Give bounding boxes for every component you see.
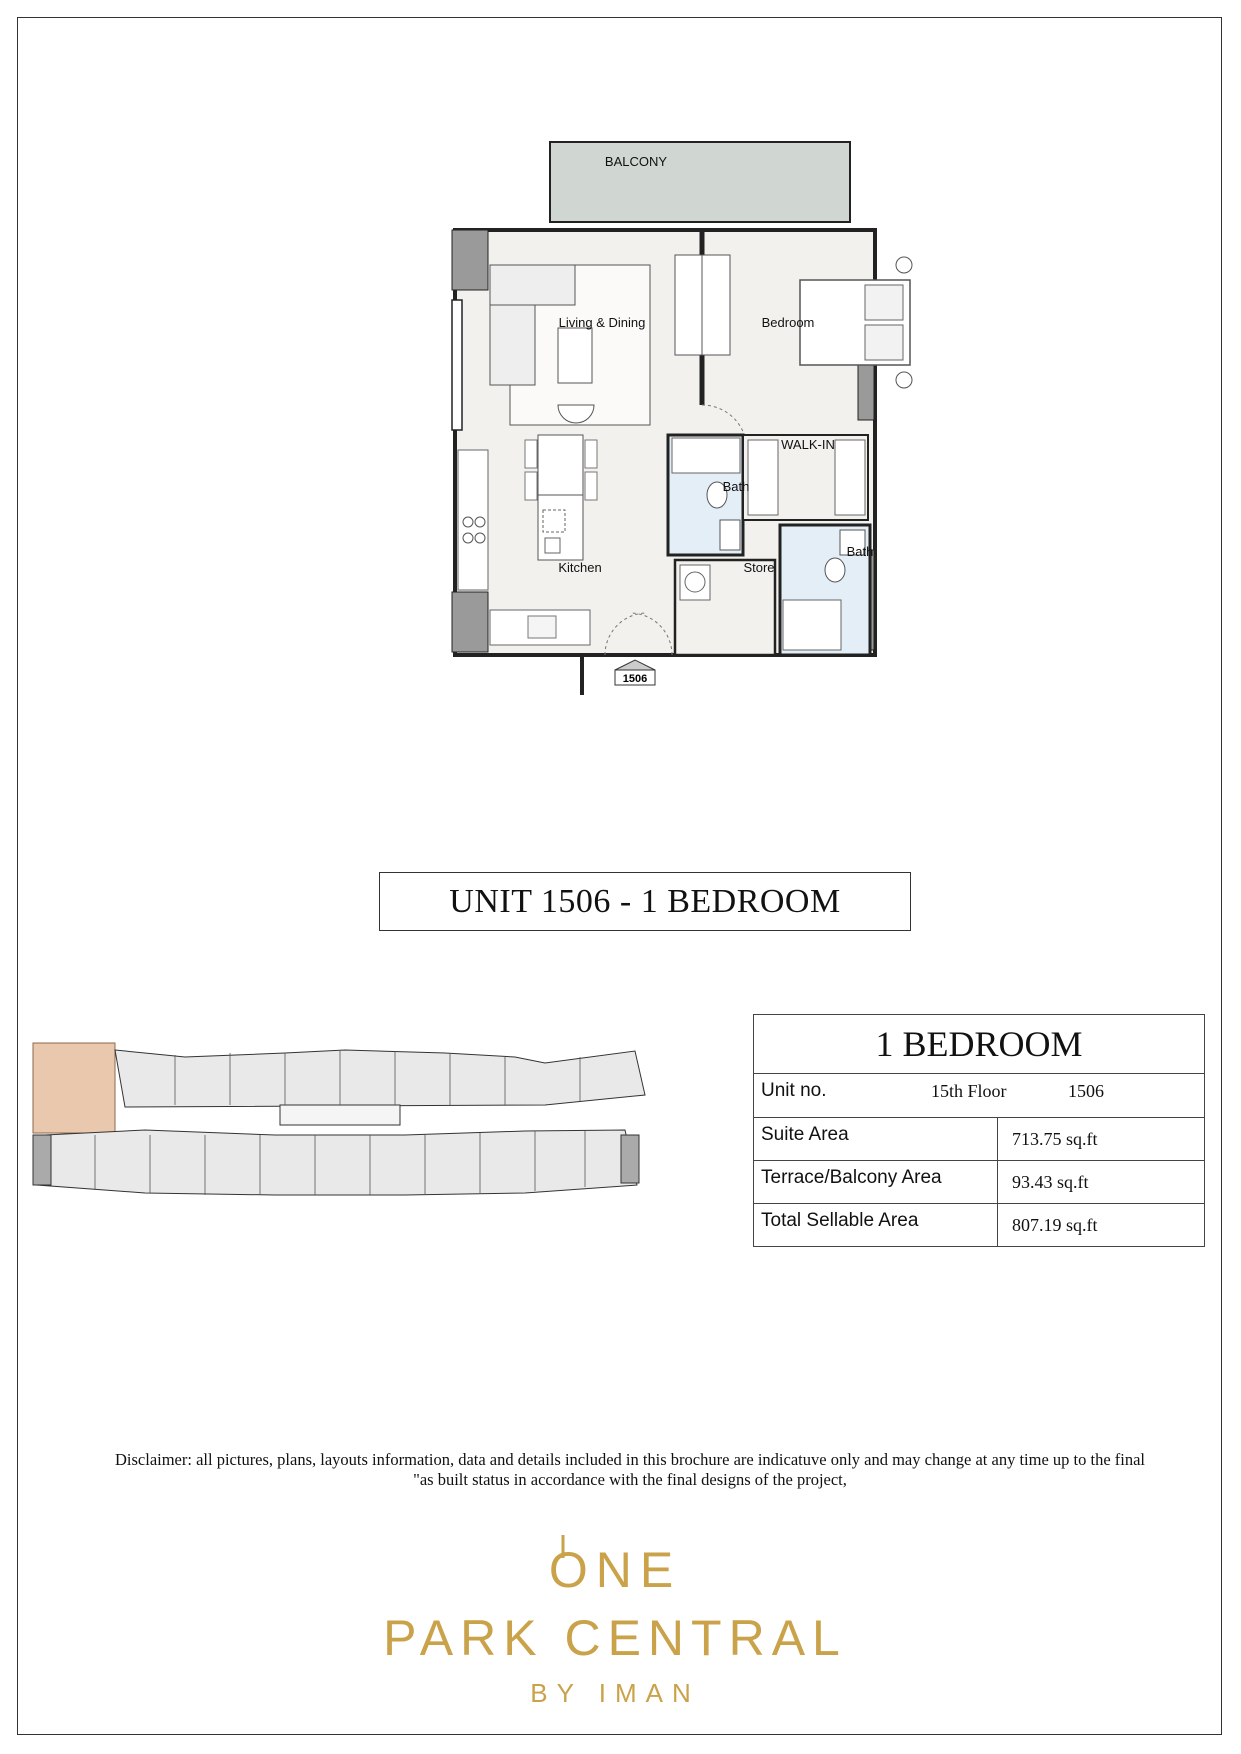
table-row: Total Sellable Area 807.19 sq.ft [754,1204,1205,1247]
label-bath-1: Bath [722,479,750,494]
floor-value: 15th Floor [931,1081,1007,1101]
label-store: Store [743,560,775,575]
unit-label: Unit no. [761,1080,827,1101]
label-living-dining: Living & Dining [558,315,646,330]
unit-number-value: 1506 [1068,1081,1104,1101]
unit-tag: 1506 [622,673,648,685]
unit-info-table [753,1014,1205,1247]
table-row: Terrace/Balcony Area 93.43 sq.ft [754,1161,1205,1204]
svg-text:ONE: ONE [548,1542,682,1598]
brand-logo [370,1530,870,1710]
label-walk-in: WALK-IN [781,437,835,452]
label-bedroom: Bedroom [761,315,815,330]
svg-text:PARK CENTRAL: PARK CENTRAL [383,1610,847,1666]
table-heading: 1 BEDROOM [754,1015,1205,1074]
balcony-area [550,142,850,222]
highlighted-unit [33,1043,115,1133]
label-kitchen: Kitchen [558,560,602,575]
floor-key-plan [25,1035,730,1220]
table-row: Suite Area 713.75 sq.ft [754,1118,1205,1161]
label-balcony: BALCONY [604,154,668,169]
label-bath-2: Bath [846,544,874,559]
svg-text:BY IMAN: BY IMAN [530,1678,700,1708]
unit-title: UNIT 1506 - 1 BEDROOM [379,872,911,931]
unit-number-row [754,1074,1205,1118]
disclaimer-text: Disclaimer: all pictures, plans, layouts information, data and details included in this brochure are indicatuve only and may change at any time up to the final "as built status in accordance with the final designs of the project, [114,1450,1146,1489]
unit-floor-plan [440,130,940,785]
